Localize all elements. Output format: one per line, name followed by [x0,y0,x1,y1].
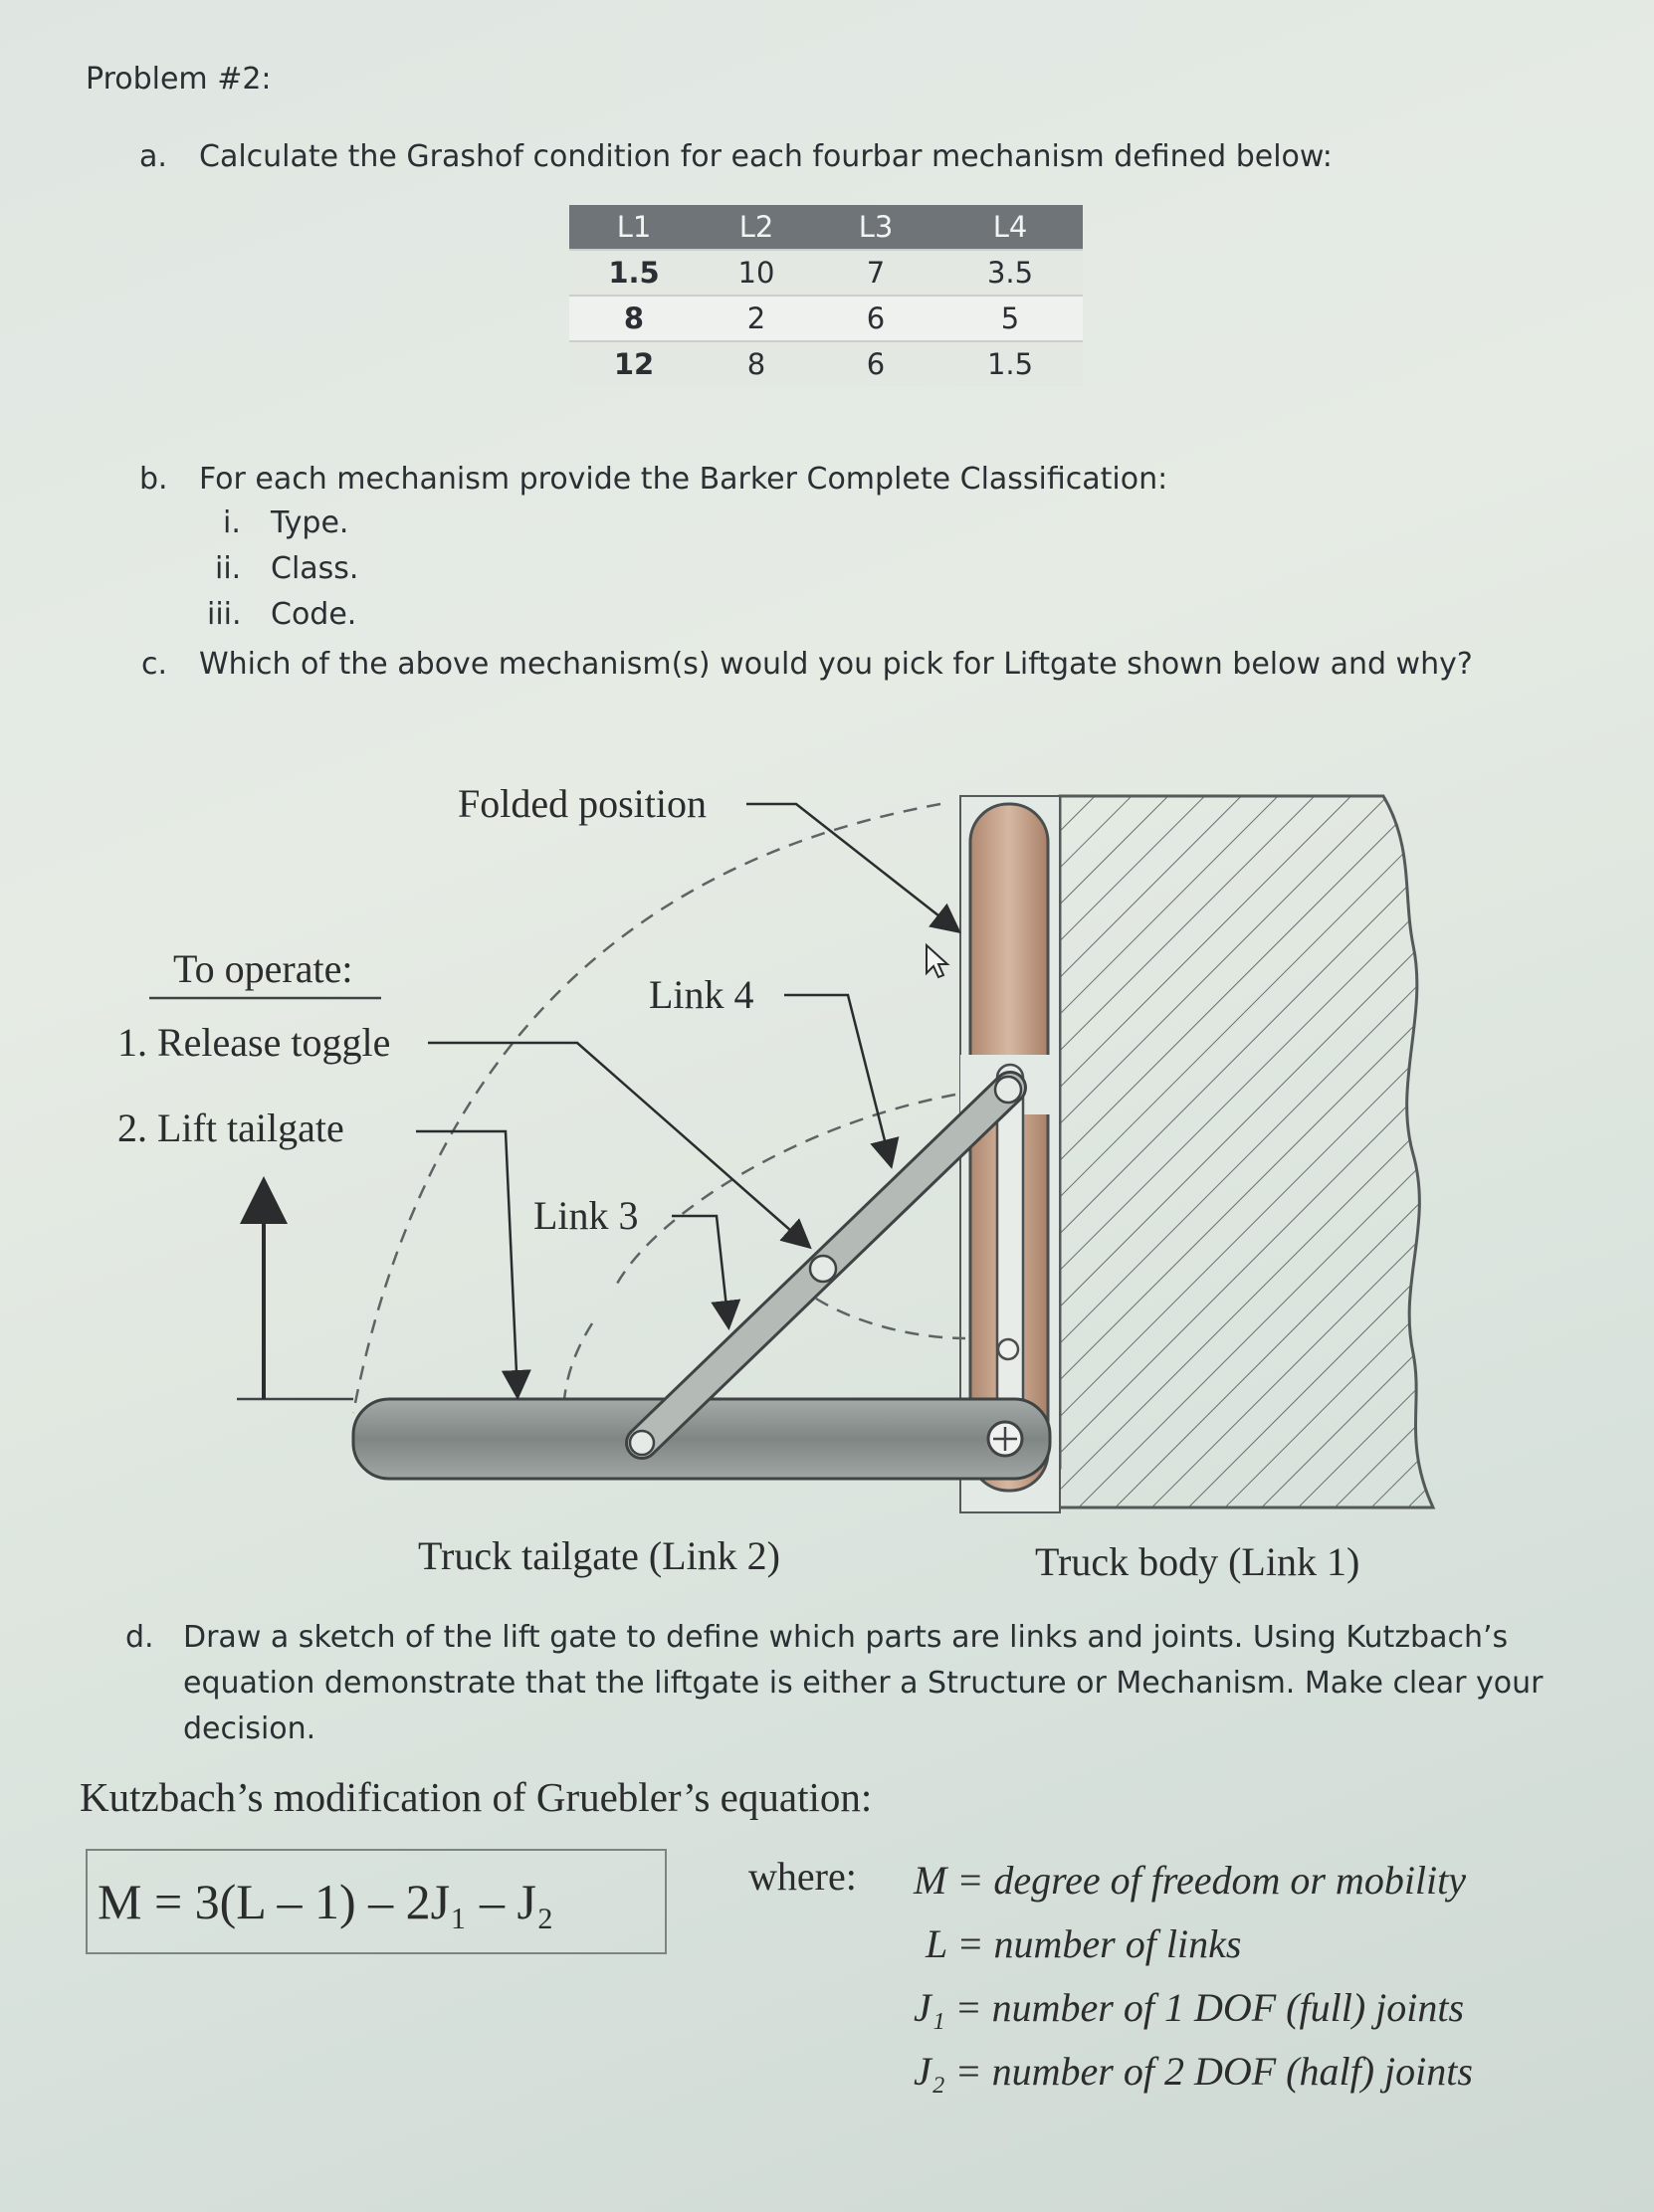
to-operate-label: To operate: [173,946,353,991]
leader-link4 [784,995,891,1164]
part-c-marker: c. [141,647,168,682]
cell: 7 [814,250,937,296]
leader-link3 [672,1216,728,1325]
cell: 8 [699,341,814,386]
link-4-label: Link 4 [649,972,754,1017]
part-b-item-text: Class. [271,551,359,586]
step-1-label: 1. Release toggle [117,1020,391,1065]
part-c-text: Which of the above mechanism(s) would you pick for Liftgate shown below and why? [199,647,1473,682]
part-b-item-text: Type. [271,505,349,540]
pivot-pin [630,1431,654,1455]
tailgate-label: Truck tailgate (Link 2) [418,1533,781,1578]
cell: 8 [569,296,699,341]
kutzbach-formula: M = 3(L – 1) – 2J₁ – J₂ [86,1849,667,1954]
grashof-table [569,205,1083,386]
cell: 3.5 [937,250,1083,296]
pivot-pin [810,1256,836,1282]
header-l1: L1 [569,205,699,250]
part-b-item-marker: i. [223,505,241,540]
part-d-line-1: Draw a sketch of the lift gate to define which parts are links and joints. Using Kutzbach’s [183,1620,1509,1655]
leader-folded [746,804,957,930]
cell: 6 [814,341,937,386]
part-d-line-3: decision. [183,1711,316,1746]
part-b-item-marker: iii. [207,597,242,632]
cell: 10 [699,250,814,296]
part-d-line-2: equation demonstrate that the liftgate is either a Structure or Mechanism. Make clear your [183,1666,1544,1701]
table-row [569,296,1083,341]
liftgate-diagram [100,766,1493,1582]
part-b-marker: b. [139,462,168,497]
header-l3: L3 [814,205,937,250]
definition-j2: J₂ = number of 2 DOF (half) joints [914,2049,1473,2094]
pivot-pin [995,1077,1021,1103]
table-header-row [569,205,1083,250]
table-row [569,341,1083,386]
part-d-marker: d. [125,1620,154,1655]
cell: 6 [814,296,937,341]
link-3-label: Link 3 [533,1193,639,1238]
liftgate-figure [100,766,1493,1582]
cell: 2 [699,296,814,341]
definition-m: M = degree of freedom or mobility [914,1858,1467,1903]
part-b-item-marker: ii. [215,551,242,586]
slot-pin [998,1339,1018,1359]
definition-l: L = number of links [926,1921,1242,1966]
cell: 1.5 [569,250,699,296]
truck-body-label: Truck body (Link 1) [1035,1539,1360,1584]
cell: 5 [937,296,1083,341]
problem-title: Problem #2: [86,62,272,97]
definition-j1: J₁ = number of 1 DOF (full) joints [914,1985,1465,2030]
cursor-icon [927,945,947,977]
link-4-slot [997,1065,1023,1453]
folded-position-label: Folded position [458,781,708,826]
part-a-text: Calculate the Grashof condition for each fourbar mechanism defined below: [199,139,1333,174]
part-b-item-text: Code. [271,597,357,632]
part-a-marker: a. [139,139,167,174]
step-2-label: 2. Lift tailgate [117,1106,344,1150]
truck-tailgate [353,1399,1050,1479]
table-row [569,250,1083,296]
part-b-text: For each mechanism provide the Barker Complete Classification: [199,462,1168,497]
cell: 12 [569,341,699,386]
swing-arc [353,804,940,1413]
swing-arc [816,1299,965,1338]
where-label: where: [748,1854,857,1899]
header-l4: L4 [937,205,1083,250]
kutzbach-title: Kutzbach’s modification of Gruebler’s equation: [80,1774,873,1820]
header-l2: L2 [699,205,814,250]
cell: 1.5 [937,341,1083,386]
